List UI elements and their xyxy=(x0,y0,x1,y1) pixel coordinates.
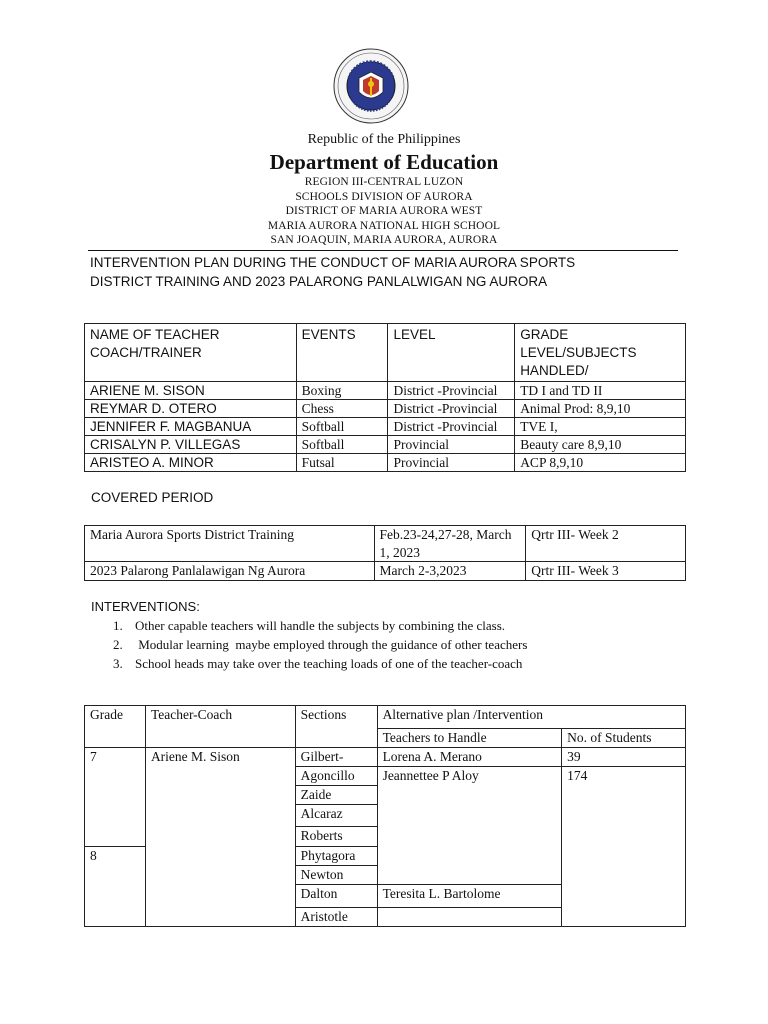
subjects-cell: TVE I, xyxy=(515,418,686,436)
coach-name: ARIENE M. SISON xyxy=(85,382,297,400)
level-cell: District -Provincial xyxy=(388,382,515,400)
covered-period-table xyxy=(84,525,686,581)
alt-plan-header: Alternative plan /Intervention xyxy=(377,706,685,729)
section-cell: Phytagora xyxy=(295,847,377,866)
event-cell: Softball xyxy=(296,436,388,454)
interventions-label: INTERVENTIONS: xyxy=(91,599,200,614)
event-cell: Futsal xyxy=(296,454,388,472)
section-cell: Agoncillo xyxy=(295,767,377,786)
deped-seal-icon xyxy=(333,48,409,124)
grade-cell: 8 xyxy=(85,847,146,927)
list-number: 2. xyxy=(113,637,123,652)
period-dates: March 2-3,2023 xyxy=(374,562,526,581)
coach-cell: Ariene M. Sison xyxy=(145,748,295,927)
interventions-list xyxy=(113,616,693,673)
event-cell: Boxing xyxy=(296,382,388,400)
section-cell: Alcaraz xyxy=(295,805,377,827)
list-item xyxy=(113,616,693,635)
plan-title-line-2: DISTRICT TRAINING AND 2023 PALARONG PANLALWIGAN NG AURORA xyxy=(90,274,548,289)
table-header-row xyxy=(85,324,686,382)
division-line: SCHOOLS DIVISION OF AURORA xyxy=(295,191,473,203)
table-row xyxy=(85,748,686,767)
table-row xyxy=(85,382,686,400)
header-rule xyxy=(88,250,678,251)
republic-heading: Republic of the Philippines xyxy=(307,132,461,147)
list-item xyxy=(113,635,693,654)
level-cell: District -Provincial xyxy=(388,418,515,436)
coach-name: JENNIFER F. MAGBANUA xyxy=(85,418,297,436)
list-text: School heads may take over the teaching loads of one of the teacher-coach xyxy=(135,656,523,671)
coach-name: CRISALYN P. VILLEGAS xyxy=(85,436,297,454)
list-text: Modular learning maybe employed through the guidance of other teachers xyxy=(135,637,528,652)
list-text: Other capable teachers will handle the subjects by combining the class. xyxy=(135,618,506,633)
section-cell: Gilbert- xyxy=(295,748,377,767)
covered-period-label: COVERED PERIOD xyxy=(91,490,214,505)
students-header: No. of Students xyxy=(562,729,686,748)
list-item xyxy=(113,654,693,673)
period-dates: Feb.23-24,27-28, March 1, 2023 xyxy=(374,526,526,562)
subjects-cell: TD I and TD II xyxy=(515,382,686,400)
section-cell: Roberts xyxy=(295,827,377,847)
column-header: LEVEL xyxy=(388,324,515,382)
period-quarter: Qrtr III- Week 2 xyxy=(526,526,686,562)
column-header: GRADE LEVEL/SUBJECTS HANDLED/ xyxy=(515,324,686,382)
event-cell: Chess xyxy=(296,400,388,418)
address-line: SAN JOAQUIN, MARIA AURORA, AURORA xyxy=(270,234,498,246)
coach-name: ARISTEO A. MINOR xyxy=(85,454,297,472)
level-cell: Provincial xyxy=(388,454,515,472)
teacher-cell: Jeannettee P Aloy xyxy=(377,767,562,885)
section-cell: Aristotle xyxy=(295,908,377,927)
district-line: DISTRICT OF MARIA AURORA WEST xyxy=(285,205,483,217)
section-cell: Newton xyxy=(295,866,377,885)
table-row xyxy=(85,526,686,562)
grade-header: Grade xyxy=(85,706,146,748)
alternative-plan-table xyxy=(84,705,686,927)
section-cell: Dalton xyxy=(295,885,377,908)
column-header: EVENTS xyxy=(296,324,388,382)
table-row xyxy=(85,400,686,418)
period-event: 2023 Palarong Panlalawigan Ng Aurora xyxy=(85,562,375,581)
level-cell: District -Provincial xyxy=(388,400,515,418)
table-row xyxy=(85,436,686,454)
period-event: Maria Aurora Sports District Training xyxy=(85,526,375,562)
subjects-cell: Beauty care 8,9,10 xyxy=(515,436,686,454)
department-heading: Department of Education xyxy=(269,150,499,174)
column-header: NAME OF TEACHER COACH/TRAINER xyxy=(85,324,297,382)
subjects-cell: Animal Prod: 8,9,10 xyxy=(515,400,686,418)
period-quarter: Qrtr III- Week 3 xyxy=(526,562,686,581)
region-line: REGION III-CENTRAL LUZON xyxy=(304,176,464,188)
table-row xyxy=(85,562,686,581)
school-line: MARIA AURORA NATIONAL HIGH SCHOOL xyxy=(267,220,501,232)
teachers-header: Teachers to Handle xyxy=(377,729,562,748)
level-cell: Provincial xyxy=(388,436,515,454)
event-cell: Softball xyxy=(296,418,388,436)
subjects-cell: ACP 8,9,10 xyxy=(515,454,686,472)
list-number: 1. xyxy=(113,618,123,633)
students-cell: 174 xyxy=(562,767,686,927)
sections-header: Sections xyxy=(295,706,377,748)
teacher-cell: Teresita L. Bartolome xyxy=(377,885,562,908)
section-cell: Zaide xyxy=(295,786,377,805)
table-row xyxy=(85,418,686,436)
coaches-table xyxy=(84,323,686,472)
teacher-cell: Lorena A. Merano xyxy=(377,748,562,767)
plan-title-line-1: INTERVENTION PLAN DURING THE CONDUCT OF MARIA AURORA SPORTS xyxy=(90,255,576,270)
list-number: 3. xyxy=(113,656,123,671)
grade-cell: 7 xyxy=(85,748,146,847)
students-cell: 39 xyxy=(562,748,686,767)
table-row xyxy=(85,454,686,472)
table-header-row xyxy=(85,706,686,729)
coach-name: REYMAR D. OTERO xyxy=(85,400,297,418)
plan-title xyxy=(90,253,690,291)
teacher-cell xyxy=(377,908,562,927)
coach-header: Teacher-Coach xyxy=(145,706,295,748)
